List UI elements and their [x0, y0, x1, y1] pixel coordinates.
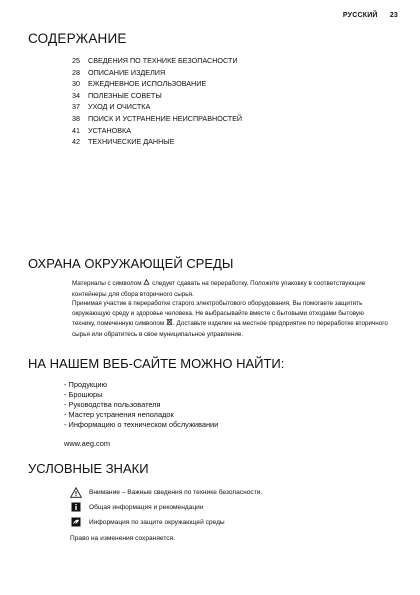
toc-item[interactable]: [72, 101, 242, 113]
symbol-description: Информация по защите окружающей среды: [89, 518, 225, 526]
toc-item[interactable]: [72, 113, 242, 125]
toc-item[interactable]: [72, 136, 242, 148]
footer-note: Право на изменения сохраняется.: [70, 535, 175, 542]
toc-page-number: 42: [72, 137, 80, 147]
toc-page-number: 38: [72, 113, 80, 123]
environment-text-part: . Доставьте изделие на местное предприятие по переработке вторичного сырья или обратитесь в свое муниципальное управление.: [72, 320, 388, 338]
toc-label: ТЕХНИЧЕСКИЕ ДАННЫЕ: [88, 137, 175, 147]
environment-text-part: Принимая участие в переработке старого электробытового оборудования, Вы помогаете защитить окружающую среду и здоровье человека. Не выбрасывайте вместе с бытовыми отходами бытовую технику, помеченную символом: [72, 300, 364, 327]
toc-label: ПОЛЕЗНЫЕ СОВЕТЫ: [88, 90, 162, 100]
symbol-row-info: [70, 501, 204, 513]
toc-page-number: 34: [72, 90, 80, 100]
environment-paragraph: [72, 279, 388, 299]
toc-label: ПОИСК И УСТРАНЕНИЕ НЕИСПРАВНОСТЕЙ: [88, 113, 243, 123]
list-item: - Брошюры: [64, 390, 103, 399]
warning-triangle-icon: [70, 486, 82, 498]
toc-title: СОДЕРЖАНИЕ: [28, 31, 127, 46]
toc-item[interactable]: [72, 125, 242, 137]
environment-section-title: ОХРАНА ОКРУЖАЮЩЕЙ СРЕДЫ: [28, 256, 234, 271]
toc-label: УХОД И ОЧИСТКА: [88, 102, 151, 112]
language-label: РУССКИЙ: [342, 12, 378, 19]
toc-page-number: 28: [72, 67, 80, 77]
page-number: 23: [389, 12, 398, 19]
symbol-description: Общая информация и рекомендации: [89, 503, 204, 511]
symbols-section-title: УСЛОВНЫЕ ЗНАКИ: [28, 461, 149, 476]
website-section-title: НА НАШЕМ ВЕБ-САЙТЕ МОЖНО НАЙТИ:: [28, 356, 285, 371]
toc-item[interactable]: [72, 55, 242, 67]
crossed-bin-icon: [166, 318, 173, 330]
toc-label: УСТАНОВКА: [88, 125, 132, 135]
website-link[interactable]: www.aeg.com: [64, 439, 111, 448]
website-list: [64, 380, 218, 430]
list-item: - Информацию о техническом обслуживании: [64, 420, 219, 429]
environment-text-part: Материалы с символом: [72, 280, 142, 287]
toc-page-number: 37: [72, 102, 80, 112]
symbol-row-warning: [70, 486, 262, 498]
list-item: - Мастер устранения неполадок: [64, 410, 174, 419]
toc-page-number: 30: [72, 79, 80, 89]
toc-label: СВЕДЕНИЯ ПО ТЕХНИКЕ БЕЗОПАСНОСТИ: [88, 56, 238, 65]
toc-page-number: 25: [72, 56, 80, 65]
symbol-row-environment: [70, 516, 225, 528]
info-icon: [70, 501, 82, 513]
toc-item[interactable]: [72, 90, 242, 102]
toc-page-number: 41: [72, 125, 80, 135]
list-item: - Продукцию: [64, 380, 108, 389]
page-header: [343, 12, 398, 19]
environment-icon: [70, 516, 82, 528]
toc-label: ЕЖЕДНЕВНОЕ ИСПОЛЬЗОВАНИЕ: [88, 79, 207, 89]
environment-text: [72, 279, 388, 339]
toc-label: ОПИСАНИЕ ИЗДЕЛИЯ: [88, 67, 166, 77]
recycle-icon: [143, 279, 150, 290]
toc-item[interactable]: [72, 78, 242, 90]
environment-paragraph: [72, 299, 388, 339]
environment-text-part: следует сдавать на переработку. Положите упаковку в соответствующие контейнеры для сбора вторичного сырья.: [72, 280, 366, 298]
toc-item[interactable]: [72, 67, 242, 79]
symbol-description: Внимание – Важные сведения по технике безопасности.: [89, 488, 263, 496]
list-item: - Руководства пользователя: [64, 400, 161, 409]
table-of-contents: [72, 55, 242, 148]
